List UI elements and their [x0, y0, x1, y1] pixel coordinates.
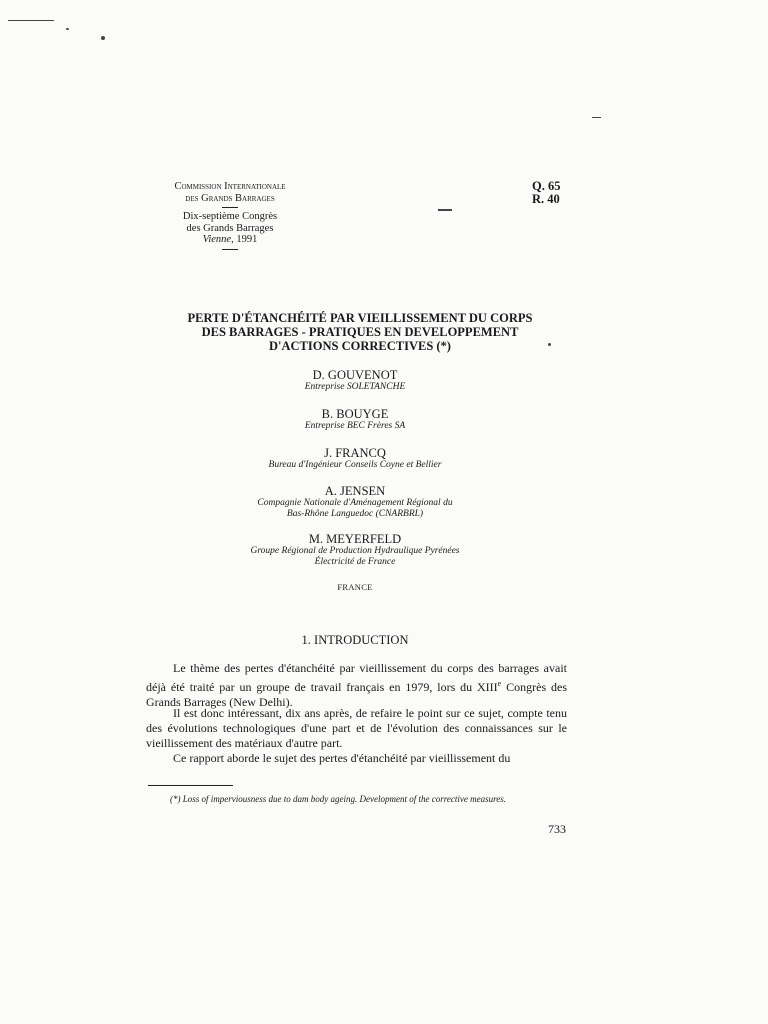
paragraph-text-tail: Congrès des Grands Barrages (New Delhi). [146, 680, 567, 709]
question-number: Q. 65 [532, 179, 561, 193]
author-name: D. GOUVENOT [312, 368, 398, 382]
section-heading: 1. INTRODUCTION [301, 633, 409, 647]
author-block [160, 484, 550, 519]
author-block [160, 446, 550, 471]
author-affiliation: Bas-Rhône Languedoc (CNARBRL) [286, 508, 424, 519]
scan-speck [592, 117, 601, 118]
paragraph-text: Il est donc intéressant, dix ans après, de refaire le point sur ce sujet, compte tenu des évolutions technologiques d'une part et de l'évolution des connaissances sur le vieillissement des matériaux d'autre part. [146, 706, 567, 750]
org-line-2: des Grands Barrages [185, 192, 275, 204]
author-affiliation: Électricité de France [314, 556, 396, 567]
author-block [160, 407, 550, 432]
congress-year: , 1991 [231, 234, 258, 245]
country-label: FRANCE [337, 582, 373, 592]
author-affiliation: Entreprise SOLETANCHE [304, 382, 406, 392]
title-line-1: PERTE D'ÉTANCHÉITÉ PAR VIEILLISSEMENT DU CORPS [187, 311, 533, 325]
scan-speck [101, 36, 105, 40]
title-line-2: DES BARRAGES - PRATIQUES EN DEVELOPPEMENT [201, 325, 519, 339]
author-block [160, 532, 550, 567]
body-paragraph [146, 706, 567, 751]
page-number: 733 [548, 822, 566, 836]
author-affiliation: Groupe Régional de Production Hydraulique Pyrénées [250, 546, 460, 556]
author-affiliation: Bureau d'Ingénieur Conseils Coyne et Bellier [268, 460, 442, 470]
org-line-1: Commission Internationale [174, 181, 286, 192]
scan-mark [8, 20, 54, 21]
body-paragraph [146, 661, 567, 710]
scan-speck [66, 28, 69, 30]
author-name: A. JENSEN [324, 484, 386, 498]
footnote: (*) Loss of imperviousness due to dam body ageing. Development of the corrective measures. [170, 794, 507, 804]
scan-speck [438, 209, 452, 211]
author-affiliation: Compagnie Nationale d'Aménagement Régional du [257, 498, 453, 508]
congress-place-year [120, 234, 340, 246]
paper-title [150, 311, 570, 353]
title-line-3: D'ACTIONS CORRECTIVES (*) [269, 339, 451, 353]
congress-place: Vienne [202, 234, 232, 245]
congress-line-2: des Grands Barrages [186, 222, 274, 234]
author-affiliation: Entreprise BEC Frères SA [304, 421, 406, 431]
question-reference [532, 180, 560, 205]
author-name: M. MEYERFELD [308, 532, 402, 546]
report-number: R. 40 [532, 191, 560, 206]
author-name: B. BOUYGE [321, 407, 389, 421]
author-name: J. FRANCQ [324, 446, 386, 460]
paragraph-text: Ce rapport aborde le sujet des pertes d'étanchéité par vieillissement du [173, 751, 511, 765]
header-divider [222, 249, 238, 250]
paragraph-text: Le thème des pertes d'étanchéité par vieillissement du corps des barrages avait déjà été traité par un groupe de travail français en 1979, lors du XIII [146, 661, 567, 694]
author-block [160, 368, 550, 393]
body-paragraph [146, 751, 567, 766]
conference-header [120, 181, 340, 253]
congress-line-1: Dix-septième Congrès [182, 211, 278, 222]
footnote-rule [148, 785, 233, 786]
header-divider [222, 207, 238, 208]
superscript: e [497, 679, 502, 688]
